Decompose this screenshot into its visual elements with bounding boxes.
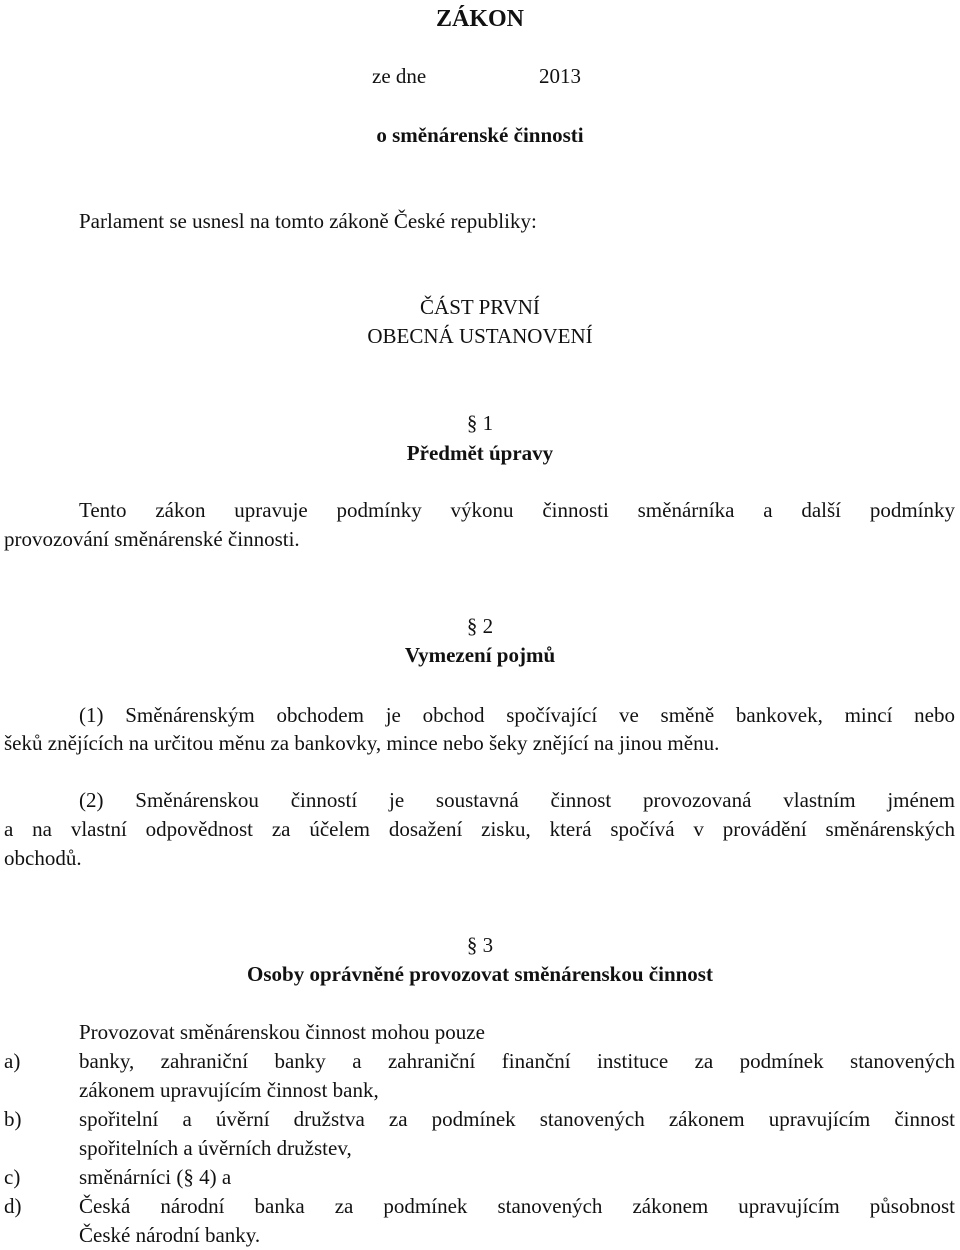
preamble: Parlament se usnesl na tomto zákoně České republiky:	[79, 209, 537, 233]
list-item-line: Česká národní banka za podmínek stanovených zákonem upravujícím působnost	[79, 1194, 955, 1218]
list-item-label: b)	[4, 1107, 22, 1131]
list-item-line: zákonem upravujícím činnost bank,	[79, 1078, 379, 1102]
list-item-line: spořitelních a úvěrních družstev,	[79, 1136, 352, 1160]
paragraph-line: Tento zákon upravuje podmínky výkonu činnosti směnárníka a další podmínky	[79, 498, 955, 522]
section-heading: Předmět úpravy	[406, 441, 554, 465]
section-number: § 1	[466, 411, 494, 435]
paragraph-line: (2) Směnárenskou činností je soustavná činnost provozovaná vlastním jménem	[79, 788, 955, 812]
section-number: § 2	[466, 614, 494, 638]
law-title: ZÁKON	[435, 6, 524, 32]
section-heading: Vymezení pojmů	[404, 643, 556, 667]
date-label: ze dne	[372, 64, 427, 88]
section-number: § 3	[466, 933, 494, 957]
list-item-label: d)	[4, 1194, 22, 1218]
part-title: OBECNÁ USTANOVENÍ	[367, 324, 593, 348]
paragraph-line: (1) Směnárenským obchodem je obchod spočívající ve směně bankovek, mincí nebo	[79, 703, 955, 727]
part-number: ČÁST PRVNÍ	[420, 295, 540, 319]
paragraph-line: obchodů.	[4, 846, 82, 870]
list-item-line: směnárníci (§ 4) a	[79, 1165, 232, 1189]
law-subject: o směnárenské činnosti	[376, 123, 584, 147]
section-heading: Osoby oprávněné provozovat směnárenskou činnost	[247, 962, 713, 986]
list-item-label: c)	[4, 1165, 21, 1189]
list-intro: Provozovat směnárenskou činnost mohou pouze	[79, 1020, 485, 1044]
list-item-line: České národní banky.	[79, 1223, 261, 1247]
list-item-line: spořitelní a úvěrní družstva za podmínek stanovených zákonem upravujícím činnost	[79, 1107, 955, 1131]
list-item-label: a)	[4, 1049, 21, 1073]
paragraph-line: provozování směnárenské činnosti.	[4, 527, 300, 551]
list-item-line: banky, zahraniční banky a zahraniční finanční instituce za podmínek stanovených	[79, 1049, 955, 1073]
paragraph-line: šeků znějících na určitou měnu za bankovky, mince nebo šeky znějící na jinou měnu.	[4, 731, 720, 755]
law-year: 2013	[539, 64, 581, 88]
paragraph-line: a na vlastní odpovědnost za účelem dosažení zisku, která spočívá v provádění směnárenských	[4, 817, 955, 841]
